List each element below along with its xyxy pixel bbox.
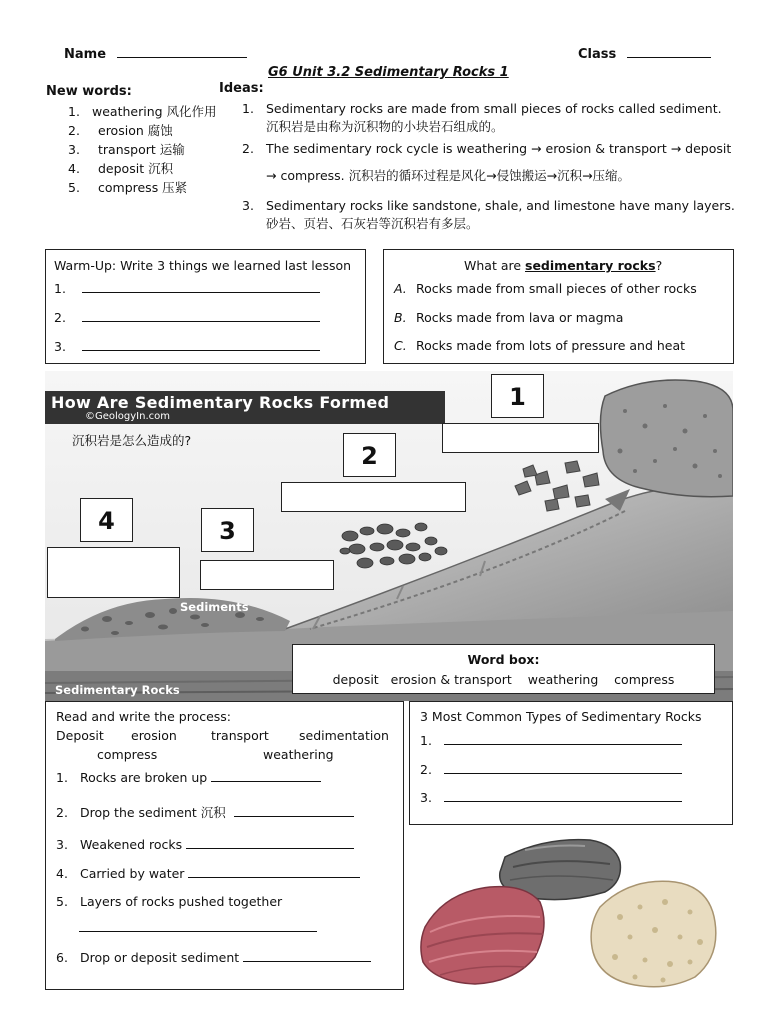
limestone-rock-icon — [591, 881, 716, 986]
name-label: Name — [64, 47, 107, 62]
word-box-words: deposit erosion & transport weathering compress — [332, 672, 675, 687]
process-item-1[interactable]: 1. Rocks are broken up — [56, 770, 321, 785]
stage-answer-box-4[interactable] — [47, 547, 180, 598]
quiz-option-c[interactable]: C. Rocks made from lots of pressure and heat — [394, 338, 686, 353]
word-box-title: Word box: — [467, 652, 540, 667]
new-words-list — [68, 102, 217, 197]
process-box — [45, 701, 404, 990]
warmup-box — [45, 249, 366, 364]
sediments-label: Sediments — [180, 600, 249, 614]
class-label: Class — [578, 47, 617, 62]
rock-samples-image — [415, 832, 735, 992]
warmup-line-3[interactable]: 3. — [54, 339, 320, 354]
process-item-5-blank[interactable] — [79, 920, 317, 936]
types-title: 3 Most Common Types of Sedimentary Rocks — [420, 709, 702, 724]
stage-number-1: 1 — [491, 374, 544, 418]
stage-answer-box-2[interactable] — [281, 482, 466, 512]
process-word: erosion — [131, 728, 177, 743]
stage-number-4: 4 — [80, 498, 133, 542]
stage-number-2: 2 — [343, 433, 396, 477]
types-line-2[interactable]: 2. — [420, 762, 682, 777]
ideas-heading: Ideas: — [219, 81, 264, 96]
types-line-3[interactable]: 3. — [420, 790, 682, 805]
stage-number-3: 3 — [201, 508, 254, 552]
stage-answer-box-3[interactable] — [200, 560, 334, 590]
process-item-3[interactable]: 3. Weakened rocks — [56, 837, 354, 852]
new-word-item: 2. erosion 腐蚀 — [68, 123, 173, 138]
warmup-line-2[interactable]: 2. — [54, 310, 320, 325]
page-title: G6 Unit 3.2 Sedimentary Rocks 1 — [268, 65, 509, 80]
new-words-heading: New words: — [46, 84, 132, 99]
types-box — [409, 701, 733, 825]
process-word: transport — [211, 728, 269, 743]
name-blank[interactable] — [117, 46, 247, 58]
process-word: sedimentation — [299, 728, 389, 743]
idea-item: 3. Sedimentary rocks like sandstone, shale, and limestone have many layers. 砂岩、页岩、石灰岩等沉积岩有多层。 — [242, 198, 735, 231]
quiz-box — [383, 249, 734, 364]
process-item-2[interactable]: 2. Drop the sediment 沉积 — [56, 803, 354, 821]
diagram-banner-credit: ©GeologyIn.com — [85, 411, 171, 422]
process-item-6[interactable]: 6. Drop or deposit sediment — [56, 950, 371, 965]
sandstone-rock-icon — [421, 887, 544, 984]
quiz-title: What are sedimentary rocks? — [464, 258, 663, 273]
new-word-item: 4. deposit 沉积 — [68, 161, 174, 176]
warmup-title: Warm-Up: Write 3 things we learned last lesson — [54, 258, 352, 273]
new-word-item: 1. weathering 风化作用 — [68, 104, 217, 119]
name-field — [64, 46, 247, 62]
types-line-1[interactable]: 1. — [420, 733, 682, 748]
process-word: compress — [97, 747, 158, 762]
stage-answer-box-1[interactable] — [442, 423, 599, 453]
diagram-banner — [45, 391, 445, 424]
word-box — [292, 644, 715, 694]
process-word: weathering — [263, 747, 334, 762]
warmup-line-1[interactable]: 1. — [54, 281, 320, 296]
new-word-item: 5. compress 压紧 — [68, 180, 188, 195]
sedimentary-rocks-label: Sedimentary Rocks — [55, 683, 180, 697]
process-item-5[interactable]: 5. Layers of rocks pushed together — [56, 894, 283, 909]
quiz-option-b[interactable]: B. Rocks made from lava or magma — [394, 310, 624, 325]
diagram — [45, 371, 733, 701]
class-blank[interactable] — [627, 46, 711, 58]
idea-item: 2. The sedimentary rock cycle is weathering → erosion & transport → deposit → compress. 沉积岩的循环过程是风化→侵蚀搬运→沉积→压缩。 — [242, 141, 732, 183]
ideas-list — [242, 100, 747, 233]
process-item-4[interactable]: 4. Carried by water — [56, 866, 360, 881]
process-title: Read and write the process: — [56, 709, 232, 724]
idea-item: 1. Sedimentary rocks are made from small pieces of rocks called sediment. 沉积岩是由称为沉积物的小块岩石组成的。 — [242, 101, 722, 134]
diagram-question-zh: 沉积岩是怎么造成的? — [72, 433, 192, 448]
new-word-item: 3. transport 运输 — [68, 142, 185, 157]
quiz-option-a[interactable]: A. Rocks made from small pieces of other rocks — [394, 281, 697, 296]
process-word: Deposit — [56, 728, 104, 743]
class-field — [578, 46, 711, 62]
diagram-banner-title: How Are Sedimentary Rocks Formed — [51, 393, 390, 412]
